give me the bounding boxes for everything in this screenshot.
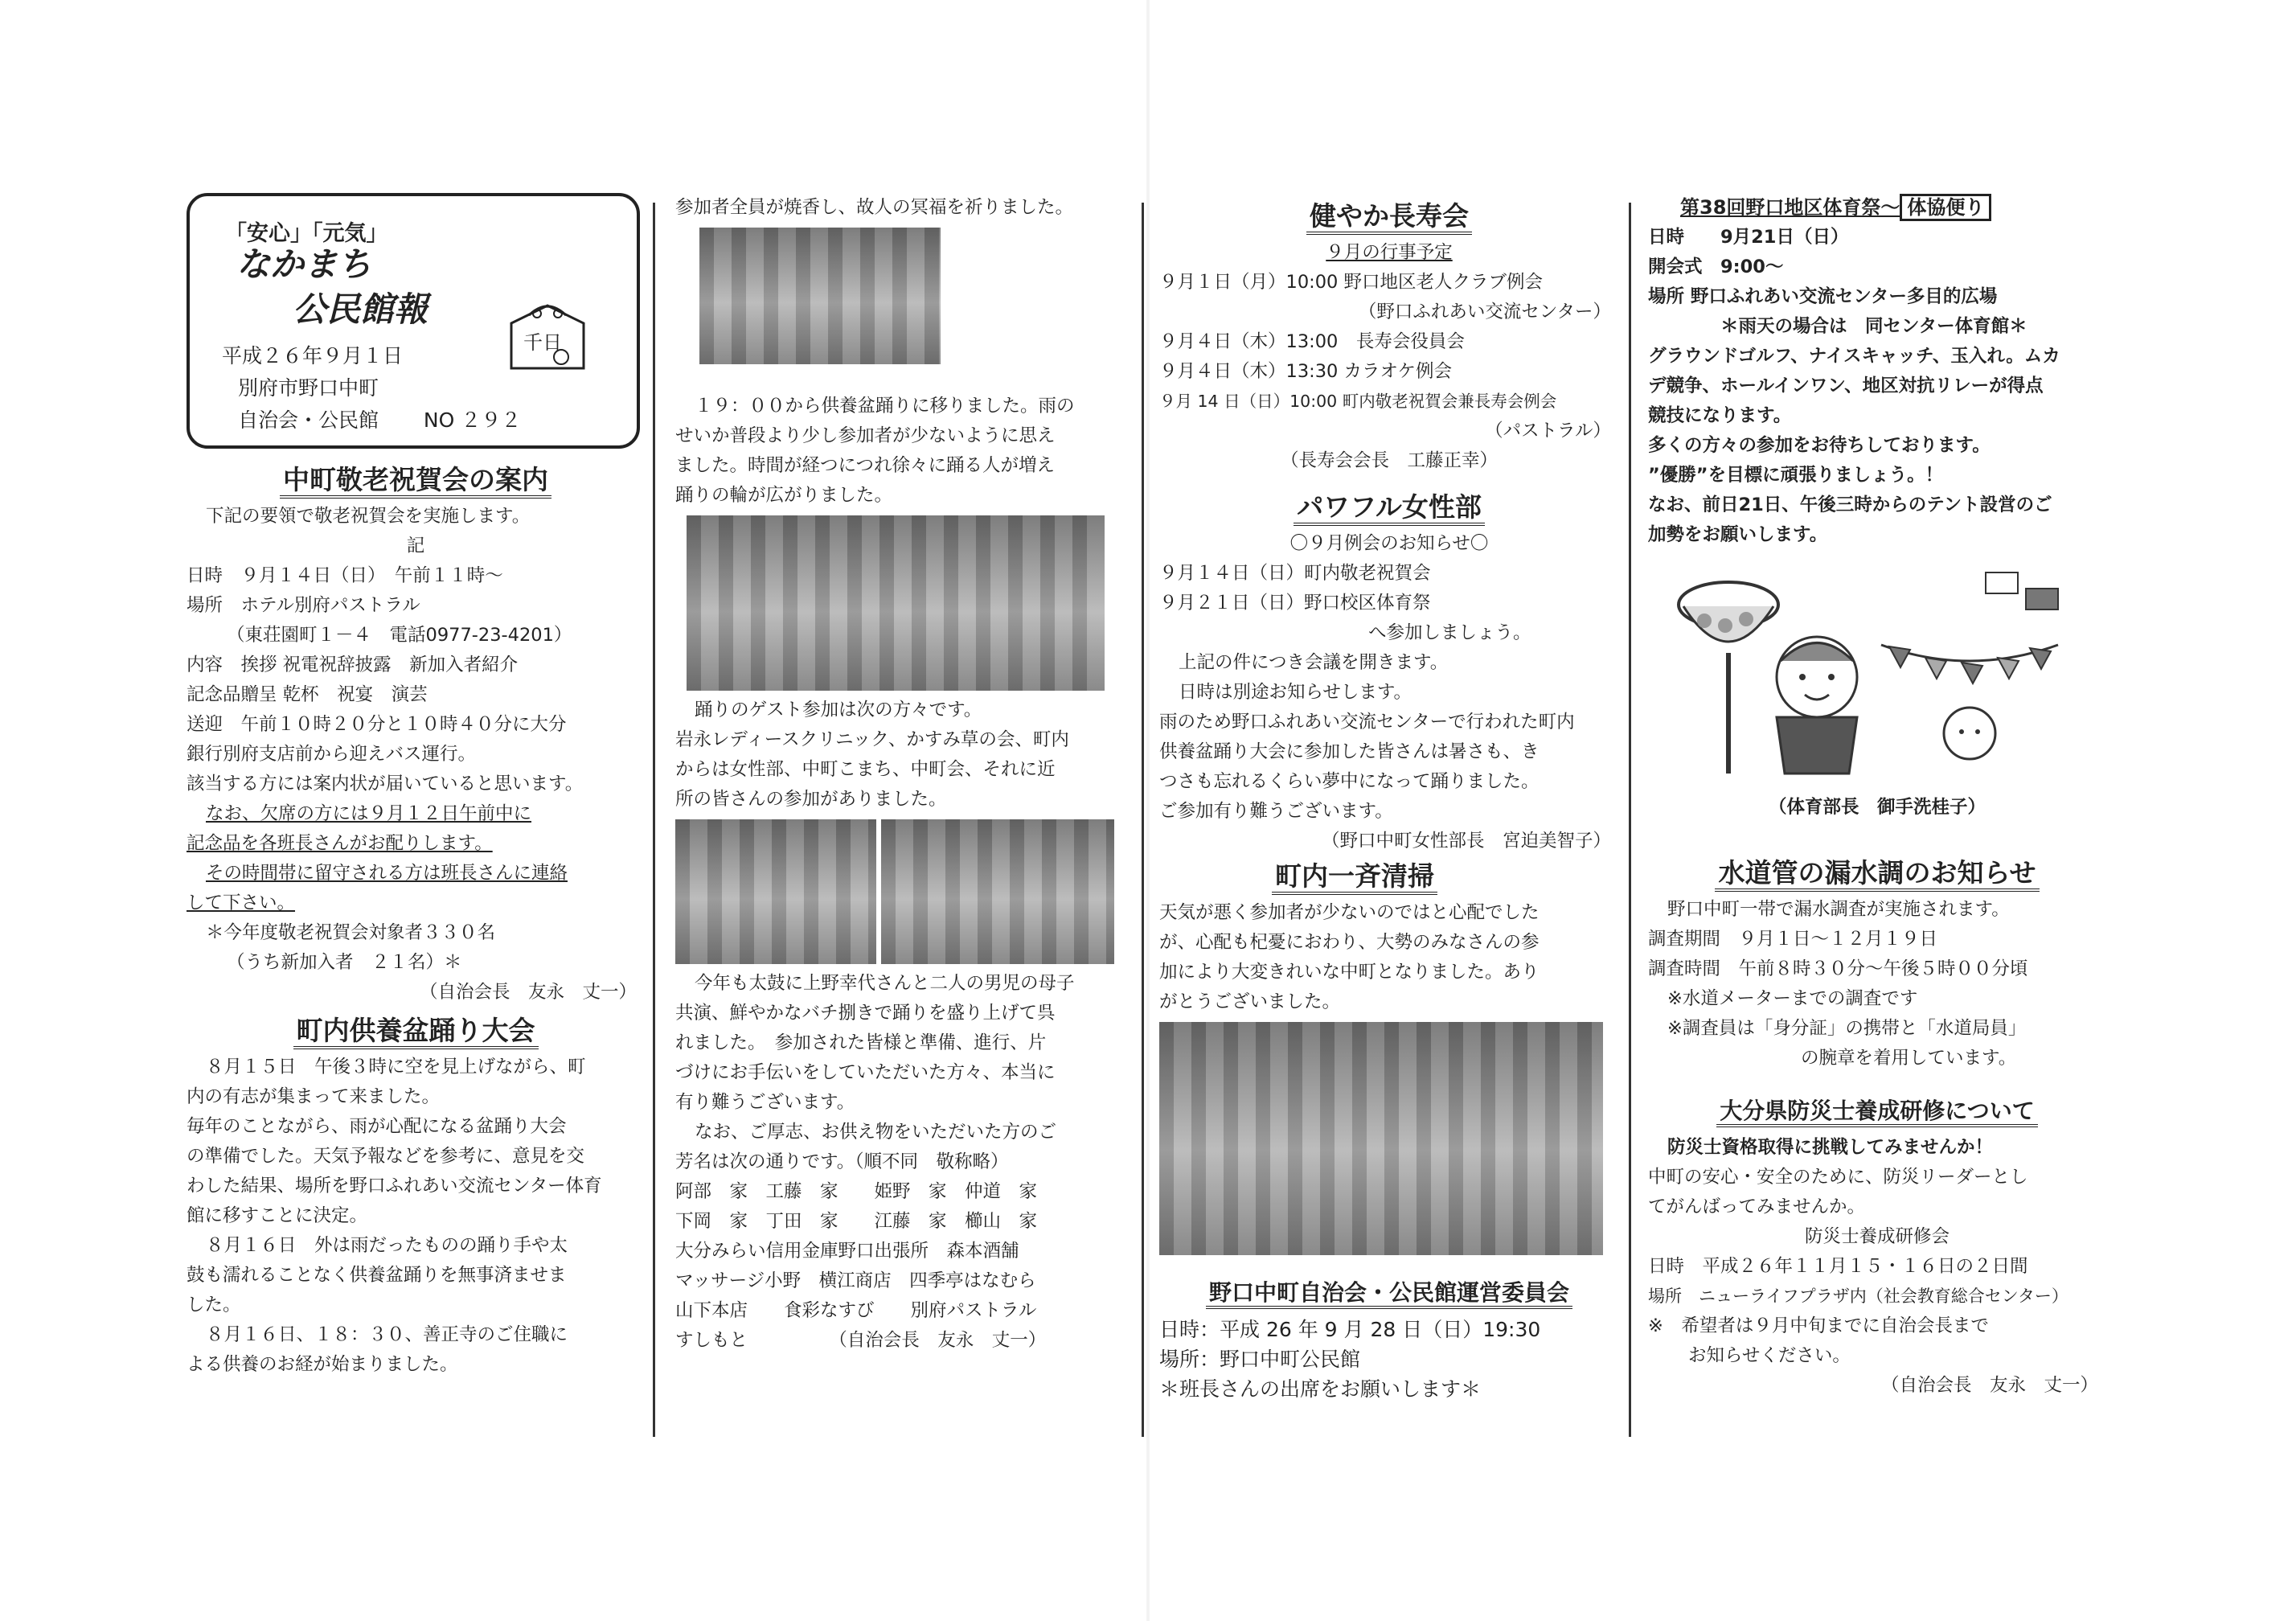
text-line: 場所 ニューライフプラザ内（社会教育総合センター） <box>1648 1287 2068 1306</box>
sports-day-illustration-svg <box>1648 556 2098 790</box>
text-line: した。 <box>187 1295 241 1315</box>
text-line: すしもと （自治会長 友永 丈一） <box>675 1330 1047 1351</box>
text-line: （野口ふれあい交流センター） <box>1358 302 1611 322</box>
clean-title: 町内一斉清掃 <box>1272 860 1437 895</box>
text-line: わした結果、場所を野口ふれあい交流センター体育 <box>187 1176 602 1196</box>
text-line: お知らせください。 <box>1688 1345 1851 1366</box>
text-line: 場所：野口中町公民館 <box>1159 1348 1361 1371</box>
text-line: ８月１６日、１８：３０、善正寺のご住職に <box>206 1324 568 1345</box>
text-line: づけにお手伝いをしていただいた方々、本当に <box>675 1062 1056 1083</box>
text-line: ＊班長さんの出席をお願いします＊ <box>1159 1377 1482 1401</box>
meeting-heading <box>1159 1273 1619 1313</box>
text-line: 場所 ホテル別府パストラル <box>187 595 420 616</box>
sports-title: 第38回野口地区体育祭～ <box>1680 196 1900 219</box>
text-line: なお、ご厚志、お供え物をいただいた方のご <box>695 1122 1057 1143</box>
text-line: ※ 希望者は９月中旬までに自治会長まで <box>1648 1315 1989 1336</box>
text-line: ９月４日（木）13:00 長寿会役員会 <box>1159 331 1465 352</box>
text-line: 日時：平成 26 年 9 月 28 日（日）19:30 <box>1159 1318 1541 1341</box>
text-line: 大分みらい信用金庫野口出張所 森本酒舗 <box>675 1241 1019 1262</box>
text-line: 今年も太鼓に上野幸代さんと二人の男児の母子 <box>695 973 1075 994</box>
text-line: 中町の安心・安全のために、防災リーダーとし <box>1648 1167 2028 1188</box>
text-line: の準備でした。天気予報などを参考に、意見を交 <box>187 1146 585 1167</box>
text-line: 芳名は次の通りです。（順不同 敬称略） <box>675 1151 1009 1172</box>
women-title: パワフル女性部 <box>1294 491 1485 526</box>
bousai-heading <box>1648 1091 2106 1131</box>
text-line: 有り難うございます。 <box>675 1092 855 1113</box>
text-line: 天気が悪く参加者が少ないのではと心配でした <box>1159 902 1540 923</box>
text-line: ８月１６日 外は雨だったものの踊り手や太 <box>206 1235 568 1256</box>
text-line: 供養盆踊り大会に参加した皆さんは暑さも、き <box>1159 741 1540 762</box>
text-line: 野口中町一帯で漏水調査が実施されます。 <box>1667 899 2010 920</box>
text-line: （うち新加入者 ２１名）＊ <box>227 952 462 973</box>
text-line: 記 <box>406 536 425 556</box>
sports-title-box: 体協便り <box>1900 194 1991 221</box>
keiro-heading <box>187 460 645 500</box>
text-line: てがんばってみませんか。 <box>1648 1196 1866 1217</box>
column-divider <box>653 203 655 1437</box>
text-line: （野口中町女性部長 宮迫美智子） <box>1321 831 1611 852</box>
women-heading <box>1159 487 1619 527</box>
text-line: その時間帯に留守される方は班長さんに連絡 <box>206 863 568 884</box>
text-line: 日時は別途お知らせします。 <box>1179 682 1412 703</box>
column-4 <box>1648 193 2106 1401</box>
text-line: （長寿会会長 工藤正幸） <box>1280 450 1498 471</box>
bon-heading <box>187 1011 645 1051</box>
masthead-subtitle: 「安心」「元気」 <box>225 221 388 246</box>
text-line: れました。 参加された皆様と準備、進行、片 <box>675 1032 1047 1053</box>
text-line: 開会式 9:00～ <box>1648 256 1784 277</box>
text-line: 該当する方には案内状が届いていると思います。 <box>187 774 584 794</box>
masthead <box>187 193 640 449</box>
text-line: 記念品を各班長さんがお配りします。 <box>187 833 493 854</box>
text-line: よる供養のお経が始まりました。 <box>187 1354 458 1375</box>
photo-pair <box>675 815 1125 969</box>
text-line: なお、欠席の方には９月１２日午前中に <box>206 803 532 824</box>
text-line: ※調査員は「身分証」の携帯と「水道局員」 <box>1667 1018 2027 1039</box>
masthead-address: 別府市野口中町 <box>238 376 379 400</box>
text-line: （東荘園町１－４ 電話0977-23-4201） <box>227 625 572 646</box>
text-line: 内の有志が集まって来ました。 <box>187 1086 441 1107</box>
text-line: ９月４日（木）13:30 カラオケ例会 <box>1159 361 1453 382</box>
text-line: の腕章を着用しています。 <box>1801 1048 2017 1069</box>
masthead-publisher-name: 自治会・公民館 <box>238 408 379 432</box>
text-line: 阿部 家 工藤 家 姫野 家 仲道 家 <box>675 1181 1038 1202</box>
text-line: 下記の要領で敬老祝賀会を実施します。 <box>206 506 531 527</box>
text-line: 防災士養成研修会 <box>1804 1226 1950 1247</box>
text-line: がとうございました。 <box>1159 991 1341 1012</box>
text-line: マッサージ小野 横江商店 四季亭はなむら <box>675 1270 1036 1291</box>
column-3 <box>1159 193 1619 1404</box>
text-line: 日時 平成２６年１１月１５・１６日の２日間 <box>1648 1256 2028 1277</box>
keiro-title: 中町敬老祝賀会の案内 <box>280 464 551 499</box>
text-line: 日時 ９月１４日（日） 午前１１時～ <box>187 565 503 586</box>
masthead-title: なかまち <box>236 244 372 284</box>
ema-text: 千日 <box>523 331 562 354</box>
column-divider <box>1629 203 1631 1437</box>
text-line: 日時 9月21日（日） <box>1648 227 1849 248</box>
text-line: 加により大変きれいな中町となりました。あり <box>1159 962 1540 983</box>
text-line: 館に移すことに決定。 <box>187 1205 368 1226</box>
text-line: つさも忘れるくらい夢中になって踊りました。 <box>1159 771 1540 792</box>
masthead-date: 平成２６年９月１日 <box>222 344 404 367</box>
masthead-title: 公民館報 <box>293 289 428 329</box>
bousai-title: 大分県防災士養成研修について <box>1716 1098 2037 1127</box>
text-line: ９月の行事予定 <box>1326 242 1453 263</box>
text-line: ＊今年度敬老祝賀会対象者３３０名 <box>206 922 496 943</box>
column-divider <box>1142 203 1144 1437</box>
text-line: 毎年のことながら、雨が心配になる盆踊り大会 <box>187 1116 567 1137</box>
text-line: （自治会長 友永 丈一） <box>1880 1375 2098 1396</box>
text-line: へ参加しましょう。 <box>1368 622 1531 643</box>
text-line: 共演、鮮やかなバチ捌きで踊りを盛り上げて呉 <box>675 1003 1056 1024</box>
column-1 <box>187 193 645 1380</box>
text-line: せいか普段より少し参加者が少ないように思え <box>675 425 1056 446</box>
text-line: ８月１５日 午後３時に空を見上げながら、町 <box>206 1057 586 1077</box>
text-line: ※水道メーターまでの調査です <box>1667 988 1918 1009</box>
text-line: 防災士資格取得に挑戦してみませんか！ <box>1667 1137 1994 1158</box>
text-line: して下さい。 <box>187 893 296 913</box>
text-line: 山下本店 食彩なすび 別府パストラル <box>675 1300 1037 1321</box>
photo-memorial-service <box>699 228 941 364</box>
text-line: （自治会長 友永 丈一） <box>419 982 637 1003</box>
text-line: （体育部長 御手洗桂子） <box>1768 797 1986 818</box>
flag-icon <box>2026 589 2058 609</box>
text-line: 銀行別府支店前から迎えバス運行。 <box>187 744 477 765</box>
text-line: 下岡 家 丁田 家 江藤 家 櫛山 家 <box>675 1211 1038 1232</box>
text-line: 多くの方々の参加をお待ちしております。 <box>1648 435 1991 456</box>
text-line: ９月１日（月）10:00 野口地区老人クラブ例会 <box>1159 272 1543 293</box>
text-line: グラウンドゴルフ、ナイスキャッチ、玉入れ。ムカ <box>1648 346 2060 367</box>
text-line: 雨のため野口ふれあい交流センターで行われた町内 <box>1159 712 1575 733</box>
clean-heading <box>1159 856 1619 897</box>
water-heading <box>1648 853 2106 893</box>
text-line: 送迎 午前１０時２０分と１０時４０分に大分 <box>187 714 567 735</box>
text-line: 記念品贈呈 乾杯 祝宴 演芸 <box>187 684 428 705</box>
page-fold <box>1146 0 1150 1621</box>
water-title: 水道管の漏水調のお知らせ <box>1715 857 2039 892</box>
text-line: 参加者全員が焼香し、故人の冥福を祈りました。 <box>675 197 1074 218</box>
text-line: 調査時間 午前８時３０分～午後５時００分頃 <box>1648 958 2028 979</box>
sports-day-illustration <box>1648 556 2106 790</box>
text-line: ＊雨天の場合は 同センター体育館＊ <box>1720 316 2027 337</box>
text-line: ました。時間が経つにつれ徐々に踊る人が増え <box>675 455 1056 476</box>
ema-plaque-icon <box>495 299 600 373</box>
photo-gym-dance <box>687 515 1105 691</box>
text-line: 〇９月例会のお知らせ〇 <box>1289 533 1489 554</box>
text-line: なお、前日21日、午後三時からのテント設営のご <box>1648 495 2052 515</box>
text-line: 内容 挨拶 祝電祝辞披露 新加入者紹介 <box>187 655 519 675</box>
child-face-icon <box>1944 708 1995 759</box>
choju-heading <box>1159 196 1619 236</box>
text-line: 場所 野口ふれあい交流センター多目的広場 <box>1648 286 1998 307</box>
photo-dancers-right <box>881 819 1114 964</box>
flag-icon <box>1986 572 2018 593</box>
text-line: １９：００から供養盆踊りに移りました。雨の <box>695 396 1075 417</box>
text-line: ９月２１日（日）野口校区体育祭 <box>1159 593 1431 614</box>
choju-title: 健やか長寿会 <box>1306 200 1472 235</box>
photo-cleanup <box>1159 1022 1603 1255</box>
text-line: が、心配も杞憂におわり、大勢のみなさんの参 <box>1159 932 1540 953</box>
sports-heading <box>1648 193 2106 223</box>
text-line: 鼓も濡れることなく供養盆踊りを無事済ませま <box>187 1265 567 1286</box>
photo-dancers-left <box>675 819 876 964</box>
text-line: 岩永レディースクリニック、かすみ草の会、町内 <box>675 729 1069 750</box>
text-line: からは女性部、中町こまち、中町会、それに近 <box>675 759 1056 780</box>
text-line: ”優勝”を目標に頑張りましょう。！ <box>1648 465 1944 486</box>
text-line: 上記の件につき会議を開きます。 <box>1179 652 1449 673</box>
text-line: 加勢をお願いします。 <box>1648 524 1828 545</box>
masthead-issue: NO ２９２ <box>423 408 522 432</box>
bon-title: 町内供養盆踊り大会 <box>293 1015 539 1049</box>
text-line: ９月１４日（日）町内敬老祝賀会 <box>1159 563 1431 584</box>
column-2 <box>675 193 1125 1356</box>
text-line: 調査期間 ９月１日～１２月１９日 <box>1648 929 1938 950</box>
text-line: 踊りのゲスト参加は次の方々です。 <box>695 700 982 720</box>
text-line: デ競争、ホールインワン、地区対抗リレーが得点 <box>1648 375 2044 396</box>
text-line: 競技になります。 <box>1648 405 1792 426</box>
text-line: ９月 14 日（日）10:00 町内敬老祝賀会兼長寿会例会 <box>1159 392 1557 411</box>
masthead-publisher <box>238 405 521 435</box>
text-line: 踊りの輪が広がりました。 <box>675 485 893 506</box>
text-line: 所の皆さんの参加がありました。 <box>675 789 947 810</box>
meeting-title: 野口中町自治会・公民館運営委員会 <box>1206 1279 1572 1309</box>
text-line: ご参加有り難うございます。 <box>1159 801 1393 822</box>
text-line: （パストラル） <box>1485 421 1611 441</box>
